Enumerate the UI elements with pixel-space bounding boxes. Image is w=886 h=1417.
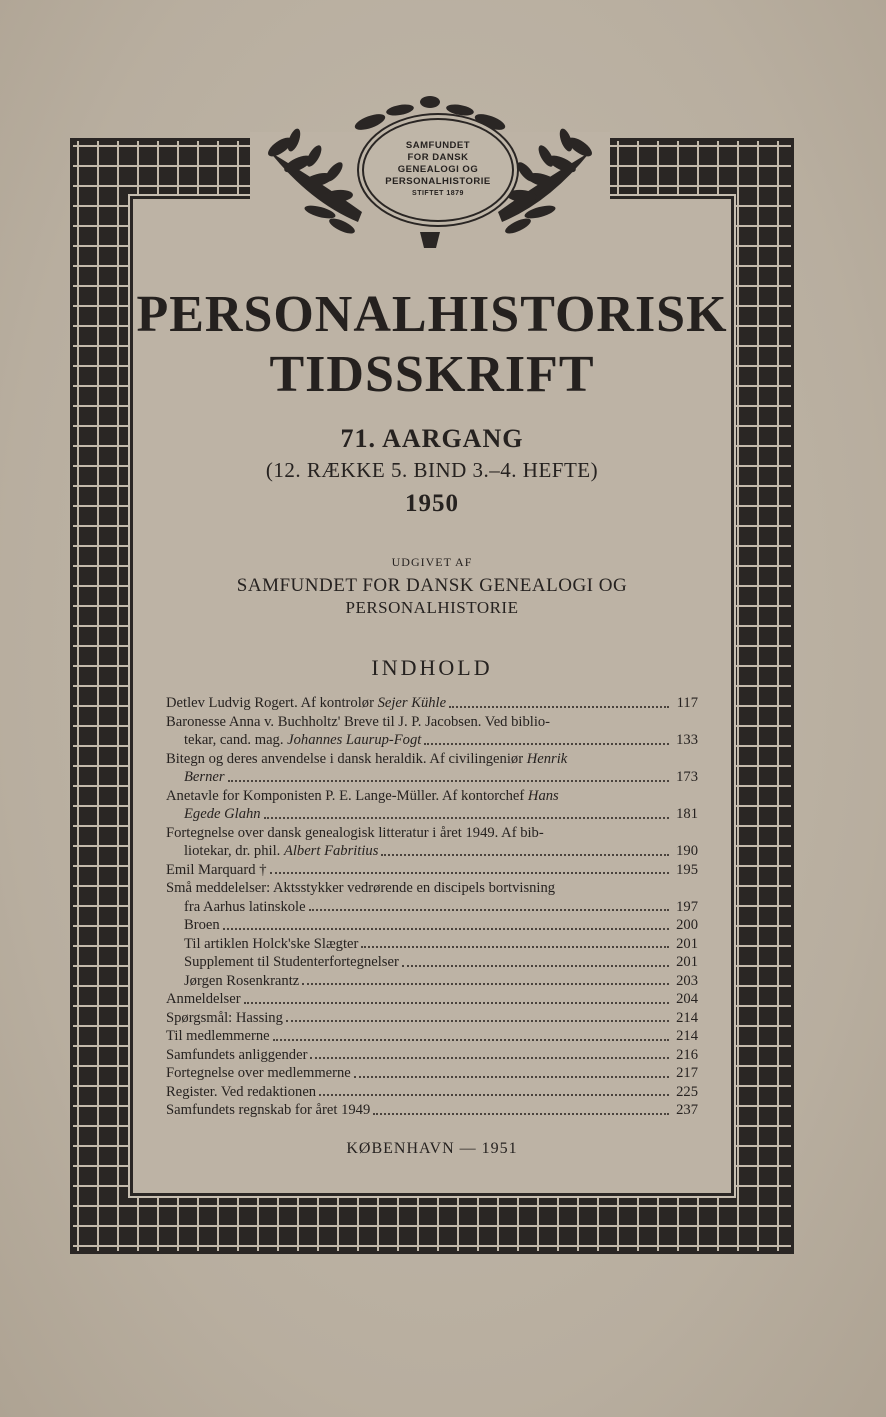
toc-entry-continuation: Egede Glahn 181 <box>184 806 698 822</box>
toc-entry: Register. Ved redaktionen 225 <box>166 1083 698 1100</box>
toc-entry: Spørgsmål: Hassing 214 <box>166 1009 698 1026</box>
society-seal <box>362 118 514 222</box>
toc-entry: Fortegnelse over dansk genealogisk litteratur i året 1949. Af bib- <box>166 824 544 841</box>
toc-entry: Samfundets regnskab for året 1949 237 <box>166 1102 698 1118</box>
toc-entry-continuation: tekar, cand. mag. Johannes Laurup-Fogt 133 <box>184 732 698 748</box>
seal-line: GENEALOGI OG <box>397 164 479 175</box>
contents-heading: INDHOLD <box>371 655 493 680</box>
publisher-name-line2: PERSONALHISTORIE <box>345 598 519 617</box>
seal-founded: STIFTET 1879 <box>412 190 464 197</box>
toc-subentry: Til artiklen Holck'ske Slægter 201 <box>184 935 698 952</box>
journal-title-line1: PERSONALHISTORISK <box>136 286 728 343</box>
toc-entry: Emil Marquard † 195 <box>166 861 698 878</box>
seal-line: SAMFUNDET <box>405 140 471 151</box>
toc-entry-continuation: liotekar, dr. phil. Albert Fabritius 190 <box>184 843 698 859</box>
toc-entry: Anetavle for Komponisten P. E. Lange-Müller. Af kontorchef Hans <box>166 787 559 804</box>
toc-entry-continuation: Berner 173 <box>184 769 698 785</box>
table-of-contents <box>166 694 698 1120</box>
toc-entry-continuation: fra Aarhus latinskole 197 <box>184 898 698 915</box>
issue-year: 1950 <box>405 490 459 517</box>
toc-entry: Samfundets anliggender 216 <box>166 1046 698 1063</box>
toc-entry: Små meddelelser: Aktsstykker vedrørende en discipels bortvisning <box>166 880 556 896</box>
seal-line: PERSONALHISTORIE <box>385 176 491 187</box>
published-by-label: UDGIVET AF <box>391 555 473 569</box>
toc-entry: Baronesse Anna v. Buchholtz' Breve til J. P. Jacobsen. Ved biblio- <box>166 713 551 730</box>
toc-entry: Til medlemmerne 214 <box>166 1028 698 1044</box>
journal-title-line2: TIDSSKRIFT <box>269 346 595 403</box>
publisher-name-line1: SAMFUNDET FOR DANSK GENEALOGI OG <box>236 575 628 596</box>
toc-entry: Detlev Ludvig Rogert. Af kontrolør Sejer Kühle 117 <box>166 695 698 711</box>
series-label: (12. RÆKKE 5. BIND 3.–4. HEFTE) <box>265 458 599 482</box>
toc-entry: Bitegn og deres anvendelse i dansk heraldik. Af civilingeniør Henrik <box>166 750 568 767</box>
toc-subentry: Broen 200 <box>184 917 698 933</box>
seal-line: FOR DANSK <box>407 152 469 163</box>
toc-entry: Fortegnelse over medlemmerne 217 <box>166 1065 698 1081</box>
imprint: KØBENHAVN — 1951 <box>346 1140 518 1157</box>
toc-entry: Anmeldelser 204 <box>166 991 698 1007</box>
volume-label: 71. AARGANG <box>340 424 524 453</box>
toc-subentry: Jørgen Rosenkrantz 203 <box>184 972 698 989</box>
toc-subentry: Supplement til Studenterfortegnelser 201 <box>184 954 698 970</box>
